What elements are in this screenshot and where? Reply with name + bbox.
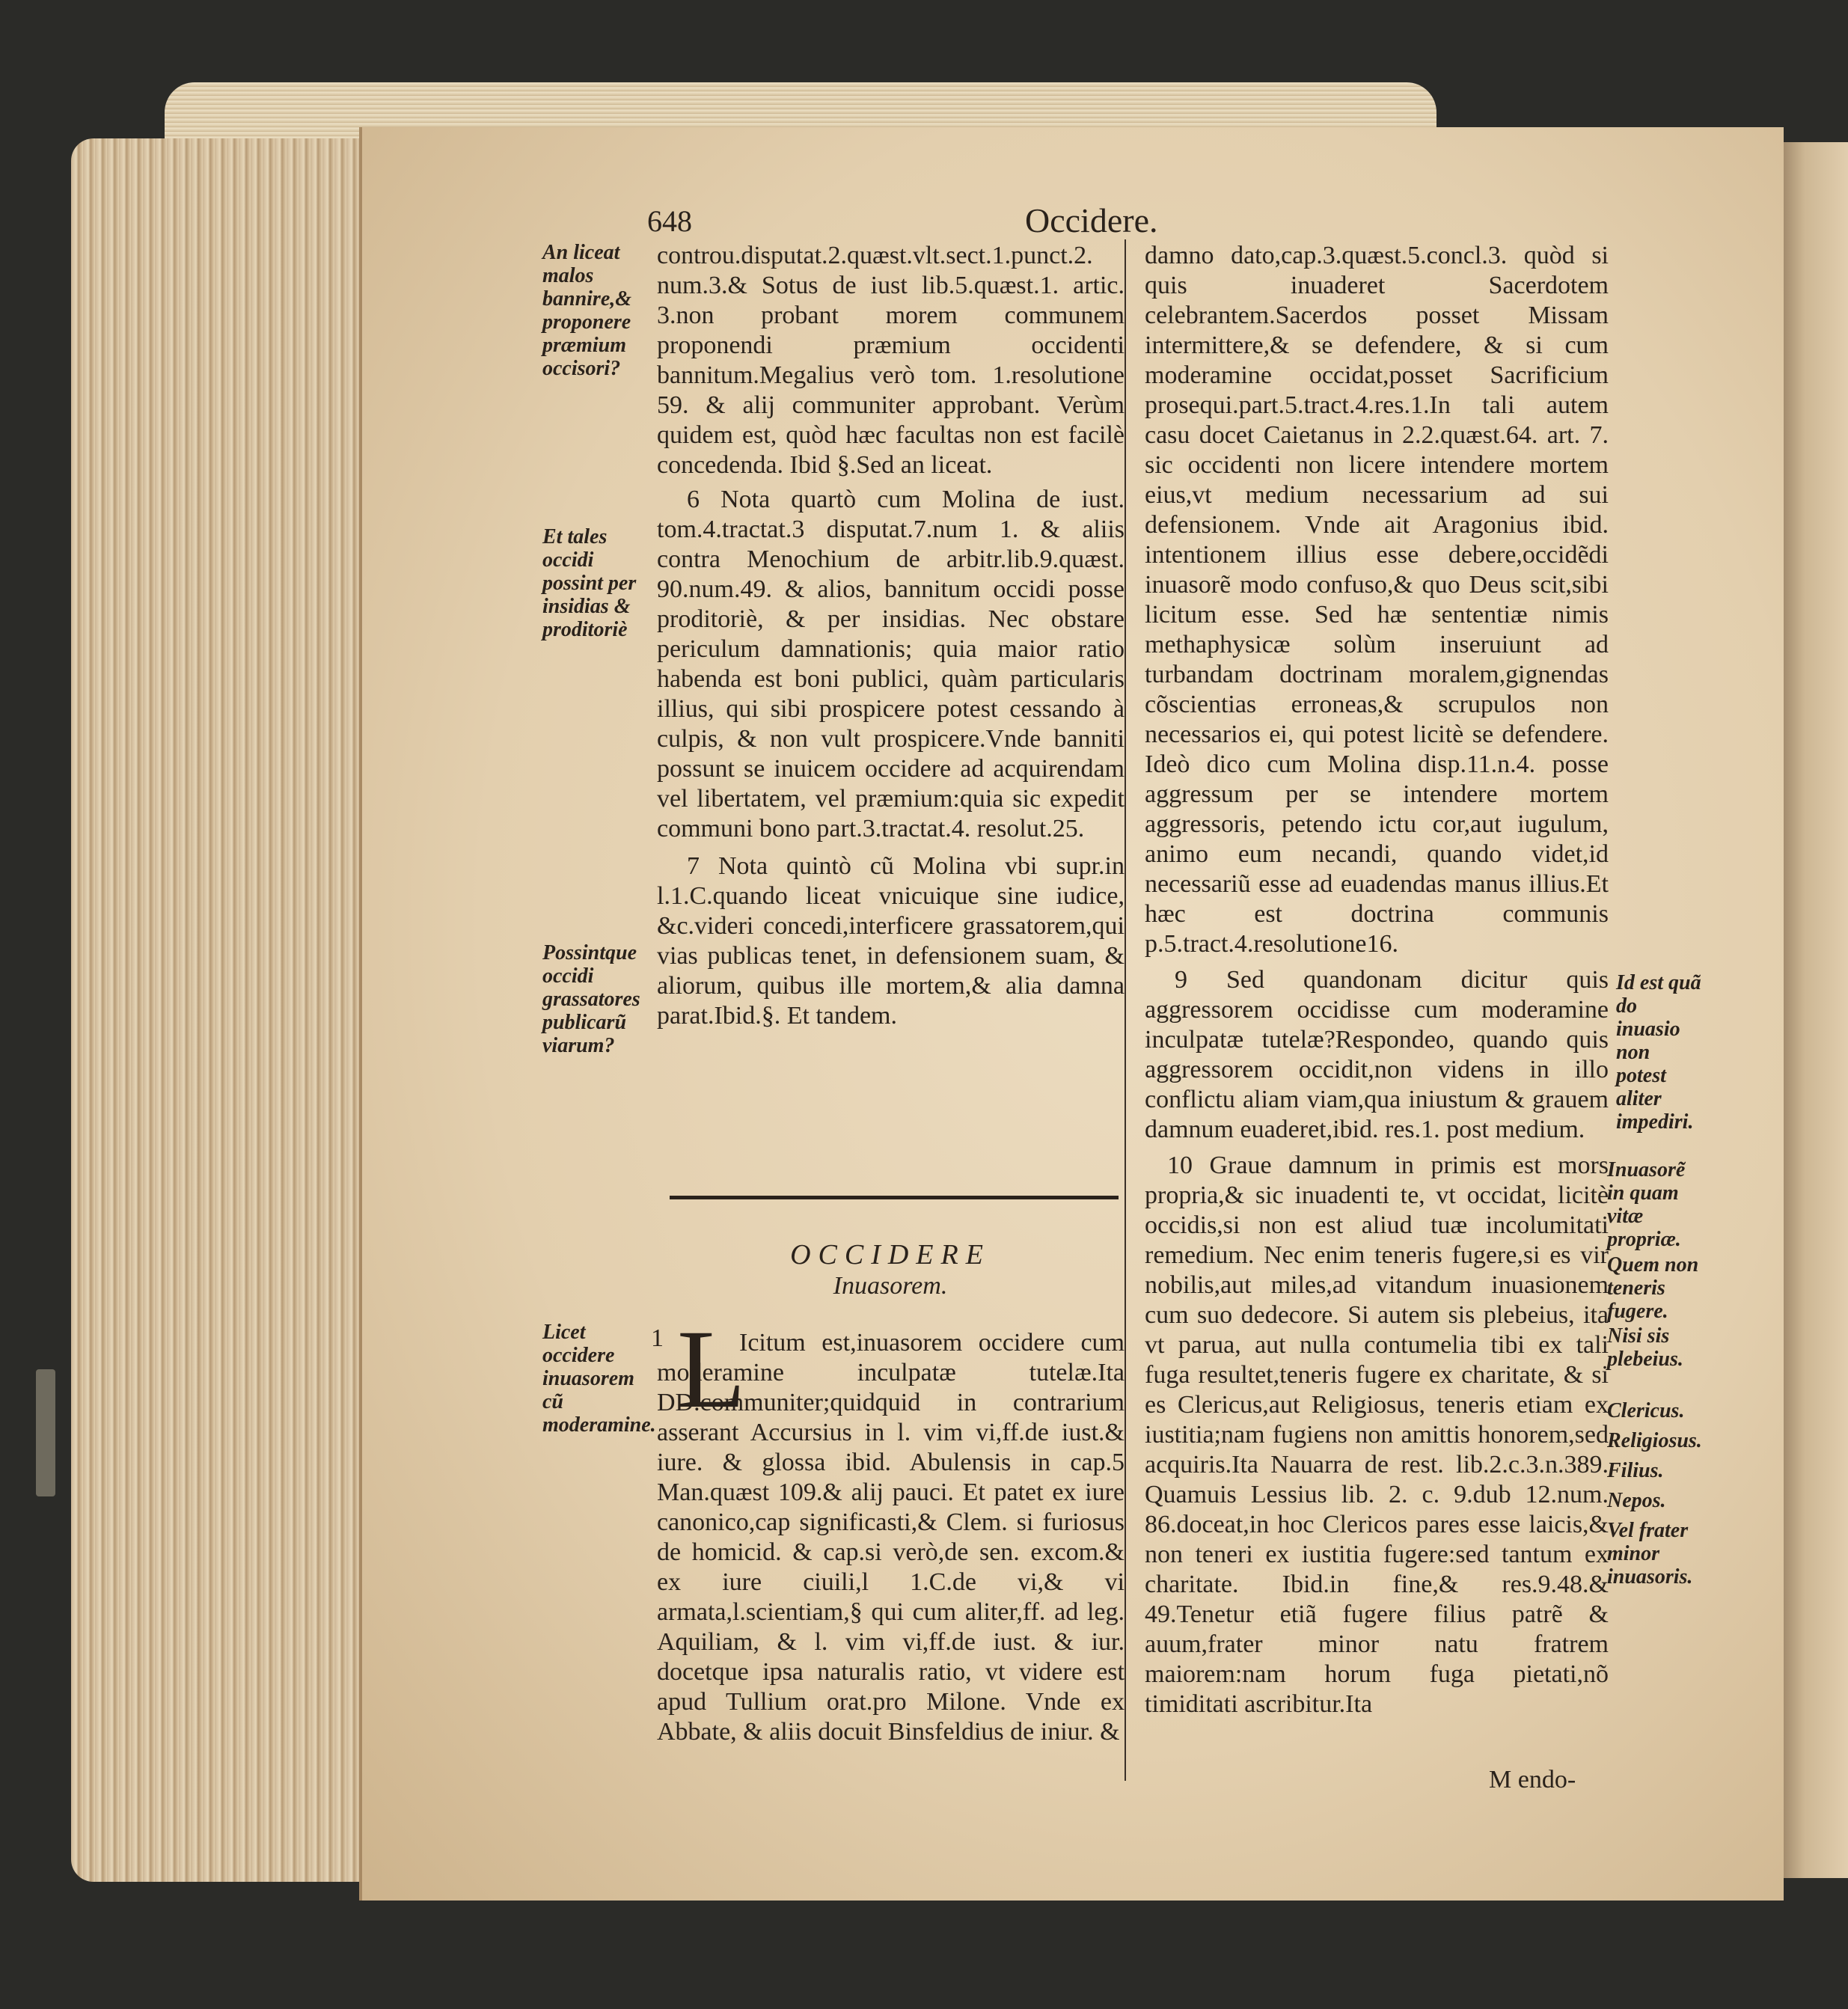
right-margin-note: Vel frater minor inuasoris.: [1607, 1519, 1693, 1588]
page-block-fore-edge: [71, 138, 385, 1882]
paragraph: 10 Graue damnum in primis est mors propria,& sic inuadenti te, vt occidat, licitè occidis,si non est aliud tuæ incolumitati remedium. Nec enim teneris fugere,si es vir nobilis,aut miles,ad vitandum inuasionem cum suo dedecore. Si autem sis plebeius, ita vt parua, aut nulla contumelia tibi ex tali fuga resultet,teneris fugere ex charitate, & si es Clericus,aut Religiosus, teneris etiam ex iustitia;nam fugiens non amittis honorem,sed acquiris.Ita Nauarra de rest. lib.2.c.3.n.389. Quamuis Lessius lib. 2. c. 9.dub 12.num. 86.doceat,in hoc Clericos pares esse laicis,& non teneri ex iustitia fugere:sed tantum ex charitate. Ibid.in fine,& res.9.48.& 49.Tenetur etiã fugere filius patrẽ & auum,frater minor natu fratrem maiorem:nam horum fuga pietati,nõ timiditati ascribitur.Ita: [1145, 1152, 1609, 1718]
catchword: M endo-: [1489, 1766, 1576, 1794]
drop-cap: L: [677, 1307, 746, 1431]
section-title: OCCIDERE: [790, 1239, 991, 1270]
right-column: [1145, 241, 1609, 1719]
paragraph: damno dato,cap.3.quæst.5.concl.3. quòd si quis inuaderet Sacerdotem celebrantem.Sacerdos posset Missam intermittere,& se defendere, & si cum moderamine occidat,posset Sacrificium prosequi.part.5.tract.4.res.1.In tali autem casu docet Caietanus in 2.2.quæst.64. art. 7. sic occidenti non licere intendere mortem eius,vt medium necessarium ad sui defensionem. Vnde ait Aragonius ibid. intentionem illius esse debere,occidẽdi inuasorẽ modo confuso,& quo Deus scit,sibi licitum esse. Sed hæ sententiæ nimis methaphysicæ solùm inseruiunt ad turbandam doctrinam moralem,gignendas cõscientias erroneas,& scrupulos non necessarios ei, qui potest licitè se defendere. Ideò dico cum Molina disp.11.n.4. posse aggressum per se intendere mortem aggressoris, petendo ictu cor,aut iugulum, animo eum necandi, quando videt,id necessariũ esse ad euadendas manus illius.Et hæc est doctrina communis p.5.tract.4.resolutione16.: [1145, 242, 1609, 958]
right-margin-note: Filius.: [1607, 1459, 1664, 1482]
left-margin-note: An liceat malos bannire,& proponere præmium occisori?: [542, 241, 632, 380]
paragraph: 7 Nota quintò cũ Molina vbi supr.in l.1.C.quando liceat vnicuique sine iudice, &c.videri concedi,interficere grassatorem,qui vias publicas tenet, in defensionem suam, & aliorum, quibus ille mortem,& alia damna parat.Ibid.§. Et tandem.: [657, 852, 1125, 1030]
section-paragraph-number: 1: [651, 1324, 664, 1352]
left-margin-note: Et tales occidi possint per insidias & proditoriè: [542, 525, 637, 641]
right-margin-note: Quem non teneris fugere.: [1607, 1253, 1699, 1323]
right-margin-note: Nepos.: [1607, 1489, 1666, 1512]
right-margin-note: Id est quã do inuasio non potest aliter impediri.: [1616, 971, 1701, 1134]
left-margin-note: Licet occidere inuasorem cũ moderamine.: [542, 1321, 656, 1437]
column-rule: [1125, 239, 1126, 1781]
paragraph: 6 Nota quartò cum Molina de iust. tom.4.tractat.3 disputat.7.num 1. & aliis contra Menochium de arbitr.lib.9.quæst. 90.num.49. & alios, bannitum occidi posse proditoriè, & per insidias. Nec obstare periculum damnationis; quia maior ratio habenda est boni publici, quàm particularis illius, qui sibi prospicere potest cessando à culpis, & non vult prospicere.Vnde banniti possunt se inuicem occidere ad acquirendam vel libertatem, vel præmium:quia sic expedit communi bono part.3.tractat.4. resolut.25.: [657, 486, 1125, 843]
paragraph: controu.disputat.2.quæst.vlt.sect.1.punct.2. num.3.& Sotus de iust lib.5.quæst.1. artic. 3.non probant morem communem proponendi præmium occidenti bannitum.Megalius verò tom. 1.resolutione 59. & alij communiter approbant. Verùm quidem est, quòd hæc facultas non est facilè concedenda. Ibid §.Sed an liceat.: [657, 242, 1125, 479]
left-margin-note: Possintque occidi grassatores publicarũ viarum?: [542, 941, 640, 1057]
page-number: 648: [647, 204, 692, 238]
right-margin-note: Religiosus.: [1607, 1429, 1702, 1452]
section-divider: [670, 1196, 1119, 1199]
right-margin-note: Clericus.: [1607, 1399, 1685, 1422]
binding-clasp: [36, 1369, 55, 1496]
section-body: [657, 1328, 1125, 1747]
right-margin-note: Nisi sis plebeius.: [1607, 1324, 1683, 1371]
paragraph: 9 Sed quandonam dicitur quis aggressorem occidisse cum moderamine inculpatæ tutelæ?Respondeo, quando quis aggressorem occidit,non videns in illo conflictu aliam viam,qua iniustum & grauem damnum euaderet,ibid. res.1. post medium.: [1145, 966, 1609, 1143]
left-column-upper: [657, 241, 1125, 1031]
paragraph: Icitum est,inuasorem occidere cum moderamine inculpatæ tutelæ.Ita DD.communiter;quidquid in contrarium asserant Accursius in l. vim vi,ff.de iust.& iure. & glossa ibid. Abulensis in cap.5 Man.quæst 109.& alij pauci. Et patet ex iure canonico,cap significasti,& Clem. si furiosus de homicid. & cap.si verò,de sen. excom.& ex iure ciuili,l 1.C.de vi,& vi armata,l.scientiam,§ qui cum aliter,ff. ad leg. Aquiliam, & l. vim vi,ff.de iust. & iur. docetque ipsa naturalis ratio, vt videre est apud Tullium orat.pro Milone. Vnde ex Abbate, & aliis docuit Binsfeldius de iniur. &: [657, 1329, 1125, 1746]
section-subtitle: Inuasorem.: [833, 1272, 948, 1300]
right-margin-note: Inuasorẽ in quam vitæ propriæ.: [1607, 1158, 1686, 1251]
running-head: Occidere.: [1025, 201, 1158, 239]
